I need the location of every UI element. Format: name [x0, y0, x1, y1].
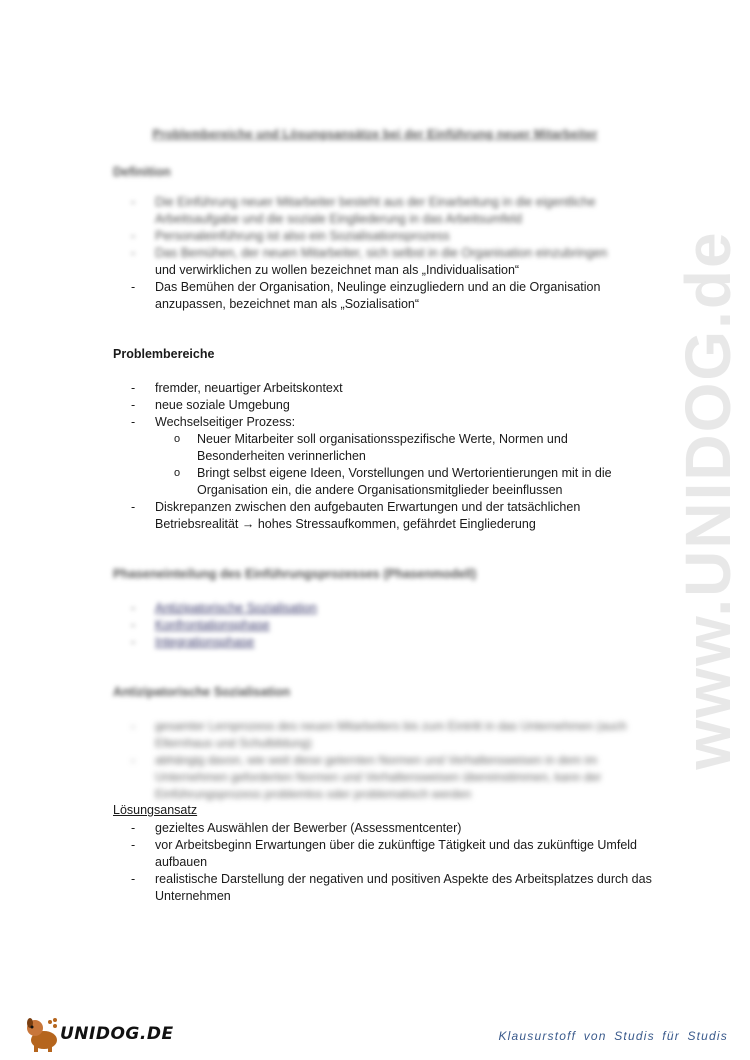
list-item: - abhängig davon, wie weit diese gelernten Normen und Verhaltensweisen in dem im Unternehmen geforderten Normen und Verhaltensweisen übereinstimmen, kann der Einführungsprozess problemlos oder problematisch werden — [131, 753, 602, 801]
antizipatorische-list — [113, 718, 653, 803]
list-item: - Wechselseitiger Prozess: o Neuer Mitarbeiter soll organisationsspezifische Werte, Normen und Besonderheiten verinnerlichen o Bringt selbst eigene Ideen, Vorstellungen und Wertorientierungen mit in die Organisation ein, die andere Organisationsmitglieder beeinflussen — [113, 414, 653, 499]
phasen-list — [113, 600, 653, 651]
phasen-heading: Phaseneinteilung des Einführungsprozesses (Phasenmodell) — [113, 567, 477, 581]
footer-tagline: Klausurstoff von Studis für Studis — [498, 1029, 728, 1043]
list-item: - vor Arbeitsbeginn Erwartungen über die zukünftige Tätigkeit und das zukünftige Umfeld aufbauen — [131, 838, 638, 869]
problembereiche-heading: Problembereiche — [113, 347, 215, 361]
list-item: - Das Bemühen der Organisation, Neulinge einzugliedern und an die Organisation — [131, 280, 601, 294]
sublist — [155, 431, 653, 499]
list-item: - Antizipatorische Sozialisation — [131, 601, 317, 615]
list-item-continuation: anzupassen, bezeichnet man als „Sozialisation“ — [155, 297, 420, 311]
list-item: - neue soziale Umgebung — [131, 398, 290, 412]
antizipatorische-heading: Antizipatorische Sozialisation — [113, 685, 291, 699]
list-item: - realistische Darstellung der negativen und positiven Aspekte des Arbeitsplatzes durch das Unternehmen — [131, 872, 652, 903]
list-item: - Integrationsphase — [131, 635, 255, 649]
definition-heading: Definition — [113, 165, 171, 179]
page-title: Problembereiche und Lösungsansätze bei der Einführung neuer Mitarbeiter — [152, 127, 598, 141]
definition-list — [113, 194, 653, 313]
sublist-item: o Neuer Mitarbeiter soll organisationsspezifische Werte, Normen und Besonderheiten verinnerlichen — [174, 432, 568, 463]
list-item: - Personaleinführung ist also ein Sozialisationsprozess — [131, 229, 450, 243]
loesungsansatz-heading: Lösungsansatz — [113, 803, 198, 817]
list-item: - Diskrepanzen zwischen den aufgebauten Erwartungen und der tatsächlichen Betriebsrealität → hohes Stressaufkommen, gefährdet Eingliederung — [131, 500, 581, 531]
list-item: - Konfrontationsphase — [131, 618, 270, 632]
list-item-continuation: und verwirklichen zu wollen bezeichnet man als „Individualisation“ — [155, 263, 520, 277]
list-item: - gezieltes Auswählen der Bewerber (Assessmentcenter) — [131, 821, 462, 835]
watermark: www.UNIDOG.de — [672, 230, 744, 770]
list-item: - Die Einführung neuer Mitarbeiter besteht aus der Einarbeitung in die eigentliche Arbeitsaufgabe und die soziale Eingliederung in das Arbeitsumfeld — [131, 195, 596, 226]
problembereiche-list — [113, 380, 653, 533]
list-item: - gesamter Lernprozess des neuen Mitarbeiters bis zum Eintritt in das Unternehmen (auch Elternhaus und Schulbildung) — [131, 719, 627, 750]
sublist-item: o Bringt selbst eigene Ideen, Vorstellungen und Wertorientierungen mit in die Organisation ein, die andere Organisationsmitglieder beeinflussen — [174, 466, 612, 497]
loesungsansatz-list — [113, 820, 653, 905]
list-item: - Das Bemühen, der neuen Mitarbeiter, sich selbst in die Organisation einzubringen — [131, 246, 608, 260]
logo-text: UNIDOG.DE — [60, 1024, 174, 1044]
list-item: - fremder, neuartiger Arbeitskontext — [131, 381, 343, 395]
